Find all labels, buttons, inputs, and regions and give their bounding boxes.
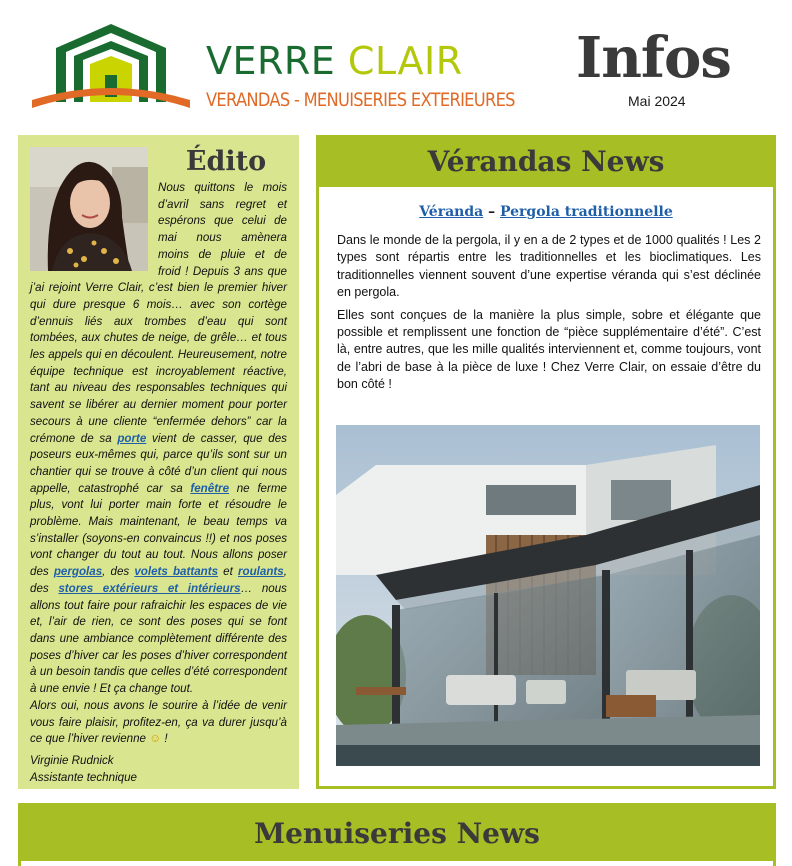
brand-name xyxy=(206,40,546,82)
brand-block xyxy=(206,39,546,111)
edito-text-end: ! xyxy=(161,732,168,746)
smiley-icon: ☺ xyxy=(149,732,162,746)
menuiseries-news-title: Menuiseries News xyxy=(254,817,540,850)
link-roulants[interactable]: roulants xyxy=(237,565,284,579)
verandas-paragraph2: Elles sont conçues de la manière la plus simple, sobre et élégante que possible et remplissent une fonction de “pièce supplémentaire d’été”. C’est là, entre autres, que les mille qualités interviennent et, comme toujours, vont de l’abri de base à la pièce de luxe ! Chez Verre Clair, on essaie d’être du bon côté ! xyxy=(337,307,761,392)
menuiseries-news-section xyxy=(18,803,776,866)
verandas-paragraph1: Dans le monde de la pergola, il y en a de 2 types et de 1000 qualités ! Les 2 types sont répartis entre les traditionnelles et les bioclimatiques. Les traditionnelles viennent souvent d’une expertise véranda qui s’est déclinée en pergola. xyxy=(337,233,761,300)
edito-sep3: , des xyxy=(30,565,287,595)
edito-title: Édito xyxy=(185,146,267,177)
edito-text-part5: Alors oui, nous avons le sourire à l’idée de venir vous faire plaisir, profitez-en, ça va durer jusqu’à ce que l’hiver revienne xyxy=(30,698,287,746)
edito-text xyxy=(30,180,287,748)
brand-tagline: VERANDAS - MENUISERIES EXTERIEURES xyxy=(206,90,515,111)
edito-sep1: , des xyxy=(102,565,130,579)
link-porte[interactable]: porte xyxy=(117,431,147,445)
menuiseries-news-body xyxy=(21,861,773,866)
edito-text-part2: vient de casser, que des poseurs eux-mêmes qui, parce qu’ils sont sur un chantier qui se trouve à côté d’un client qui nous appelle, catastrophé car sa xyxy=(30,431,287,495)
link-pergolas[interactable]: pergolas xyxy=(53,565,103,579)
edito-text-part4: … nous allons tout faire pour rafraichir les espaces de vie et, l’air de rien, ce sont des poses qui se font dans une ambiance complètement différente des poses d’hiver car les poses d’hiver correspondent à un besoin tandis que celles d’été correspondent à une envie ! Et ça change tout. xyxy=(30,581,287,696)
signature-name: Virginie Rudnick xyxy=(30,754,114,767)
verandas-text xyxy=(337,232,761,394)
link-pergola-traditionnelle[interactable]: Pergola traditionnelle xyxy=(499,204,673,220)
edito-signature xyxy=(30,753,137,786)
edito-sep2: et xyxy=(218,565,233,579)
company-logo xyxy=(32,18,190,112)
link-stores[interactable]: stores extérieurs et intérieurs xyxy=(58,581,241,595)
verandas-news-section xyxy=(316,135,776,789)
subtitle-separator: – xyxy=(483,204,500,220)
newsletter-title: Infos xyxy=(576,25,731,91)
verandas-news-body xyxy=(319,187,773,786)
link-veranda[interactable]: Véranda xyxy=(419,204,484,220)
brand-name-part1: VERRE xyxy=(206,39,336,83)
brand-name-part2: CLAIR xyxy=(347,39,463,83)
pergola-photo xyxy=(336,425,760,766)
signature-role: Assistante technique xyxy=(30,770,137,784)
verandas-news-title: Vérandas News xyxy=(427,145,665,178)
edito-section xyxy=(18,135,299,789)
verandas-subtitle xyxy=(319,204,773,220)
edito-text-part1: Nous quittons le mois d’avril sans regret et espérons que celui de mai nous amènera moins de pluie et de froid ! Depuis 3 ans que j’ai rejoint Verre Clair, c’est bien le premier hiver qui dure presque 6 mois… avec son cortège d’ennuis liés aux trombes d’eau qui sont tombées, aux chutes de neige, de grêle… et tous les appels qui en découlent. Heureusement, notre équipe technique est incroyablement réactive, tant au niveau des responsables techniques qui savent se libérer au dernier moment pour porter secours à une cliente “enfermée dehors” car la crémone de sa xyxy=(30,181,287,445)
edito-text-part3: ne ferme plus, vont lui porter main forte et résoudre le problème. Mais maintenant, le beau temps va s’installer (soyons-en convaincus !!) et nos poses vont changer du tout au tout. Nous allons poser des xyxy=(30,481,287,579)
link-volets-battants[interactable]: volets battants xyxy=(134,565,219,579)
link-fenetre[interactable]: fenêtre xyxy=(190,481,230,495)
issue-date: Mai 2024 xyxy=(628,93,686,109)
